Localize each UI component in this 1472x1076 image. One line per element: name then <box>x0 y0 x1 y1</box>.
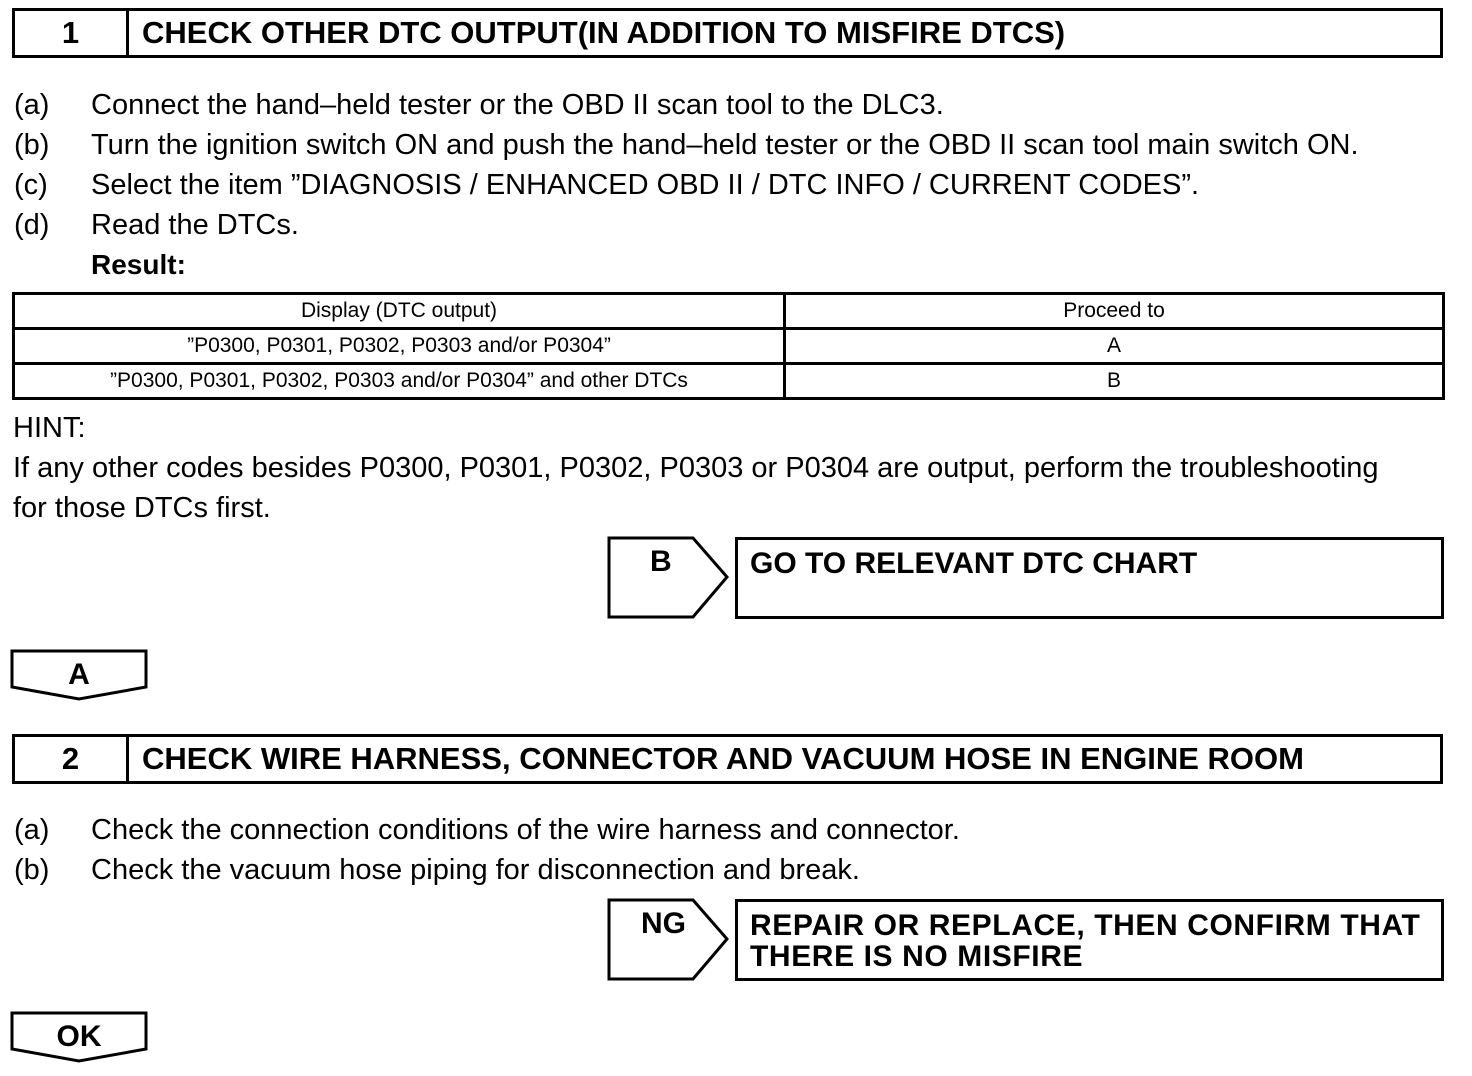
table-header-cell: Proceed to <box>785 294 1444 329</box>
branch-result-box <box>735 899 1444 981</box>
step-1-number: 1 <box>15 11 129 55</box>
table-header-cell: Display (DTC output) <box>14 294 785 329</box>
step-2-item-a <box>14 810 960 850</box>
down-tag-label: A <box>68 658 90 691</box>
branch-tag-label: B <box>650 545 672 578</box>
table-row <box>14 364 1444 399</box>
step-1-item-d <box>14 205 299 245</box>
hint-line-1: If any other codes besides P0300, P0301, P0302, P0303 or P0304 are output, perform the troubleshooting <box>13 452 1379 484</box>
table-cell: B <box>785 364 1444 399</box>
step-2-number: 2 <box>15 737 129 781</box>
item-label: (a) <box>14 89 50 121</box>
branch-result-line-2: THERE IS NO MISFIRE <box>750 940 1084 973</box>
hint-label: HINT: <box>13 412 86 444</box>
item-label: (a) <box>14 814 50 846</box>
item-label: (c) <box>14 169 48 201</box>
item-label: (b) <box>14 854 50 886</box>
result-label: Result: <box>91 249 186 280</box>
step-1-item-b <box>14 125 1359 165</box>
branch-result-text: GO TO RELEVANT DTC CHART <box>750 547 1198 580</box>
step-1-header <box>12 8 1443 58</box>
hint-line-2: for those DTCs first. <box>13 492 271 524</box>
branch-result-box <box>735 537 1444 619</box>
item-text: Select the item ”DIAGNOSIS / ENHANCED OBD II / DTC INFO / CURRENT CODES”. <box>91 169 1200 201</box>
step-1-item-a <box>14 85 944 125</box>
item-text: Check the connection conditions of the wire harness and connector. <box>91 814 960 846</box>
step-2-item-b <box>14 850 860 890</box>
item-label: (d) <box>14 209 50 241</box>
item-text: Check the vacuum hose piping for disconnection and break. <box>91 854 860 886</box>
table-row <box>14 329 1444 364</box>
item-text: Read the DTCs. <box>91 209 299 241</box>
result-table <box>12 292 1445 400</box>
step-2-title: CHECK WIRE HARNESS, CONNECTOR AND VACUUM HOSE IN ENGINE ROOM <box>142 741 1304 776</box>
table-header-row <box>14 294 1444 329</box>
step-1-title: CHECK OTHER DTC OUTPUT(IN ADDITION TO MISFIRE DTCS) <box>142 15 1066 50</box>
step-2-header <box>12 734 1443 784</box>
branch-result-line-1: REPAIR OR REPLACE, THEN CONFIRM THAT <box>750 909 1421 942</box>
down-tag-label: OK <box>56 1020 102 1053</box>
table-cell: ”P0300, P0301, P0302, P0303 and/or P0304” and other DTCs <box>14 364 785 399</box>
branch-tag-label: NG <box>641 907 686 940</box>
step-1-item-c <box>14 165 1199 205</box>
item-label: (b) <box>14 129 50 161</box>
table-cell: ”P0300, P0301, P0302, P0303 and/or P0304” <box>14 329 785 364</box>
table-cell: A <box>785 329 1444 364</box>
item-text: Connect the hand–held tester or the OBD II scan tool to the DLC3. <box>91 89 944 121</box>
item-text: Turn the ignition switch ON and push the hand–held tester or the OBD II scan tool main switch ON. <box>91 129 1359 161</box>
